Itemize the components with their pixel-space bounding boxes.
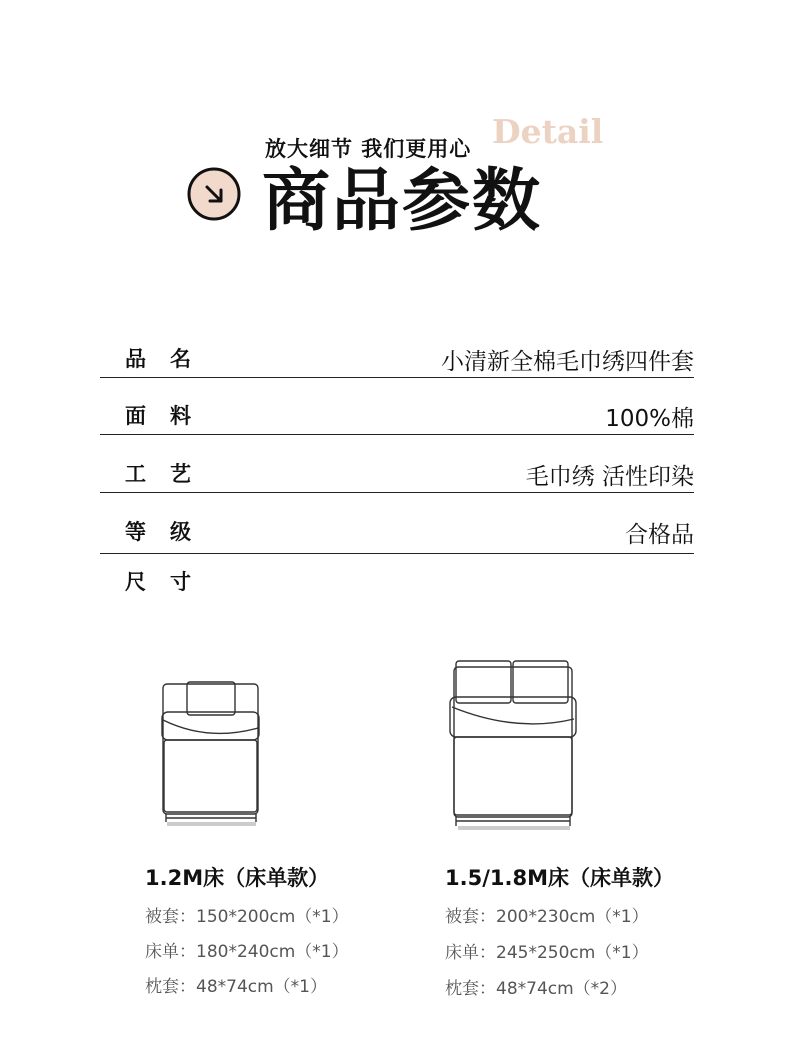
divider [100, 434, 694, 435]
arrow-down-right-icon [187, 167, 241, 221]
param-label: 品名 [125, 347, 215, 371]
divider [100, 553, 694, 554]
divider [100, 377, 694, 378]
subtitle: 放大细节 我们更用心 [265, 137, 472, 161]
size-line: 被套：150*200cm（*1） [145, 907, 349, 927]
param-label: 工艺 [125, 462, 215, 486]
size-line: 枕套：48*74cm（*1） [145, 977, 327, 997]
size-title-double: 1.5/1.8M床（床单款） [445, 866, 674, 890]
param-value: 100%棉 [605, 406, 694, 432]
param-label: 尺寸 [125, 570, 215, 594]
param-label: 等级 [125, 520, 215, 544]
detail-watermark: Detail [492, 112, 604, 151]
double-bed-illustration [446, 655, 581, 844]
size-line: 床单：180*240cm（*1） [145, 942, 349, 962]
param-label: 面料 [125, 404, 215, 428]
divider [100, 492, 694, 493]
page-title: 商品参数 [262, 162, 543, 241]
single-bed-illustration [158, 676, 268, 840]
size-line: 床单：245*250cm（*1） [445, 943, 649, 963]
param-value: 合格品 [625, 522, 694, 548]
param-value: 毛巾绣 活性印染 [525, 464, 694, 490]
size-line: 枕套：48*74cm（*2） [445, 979, 627, 999]
size-title-single: 1.2M床（床单款） [145, 866, 330, 890]
param-value: 小清新全棉毛巾绣四件套 [441, 349, 694, 375]
size-line: 被套：200*230cm（*1） [445, 907, 649, 927]
